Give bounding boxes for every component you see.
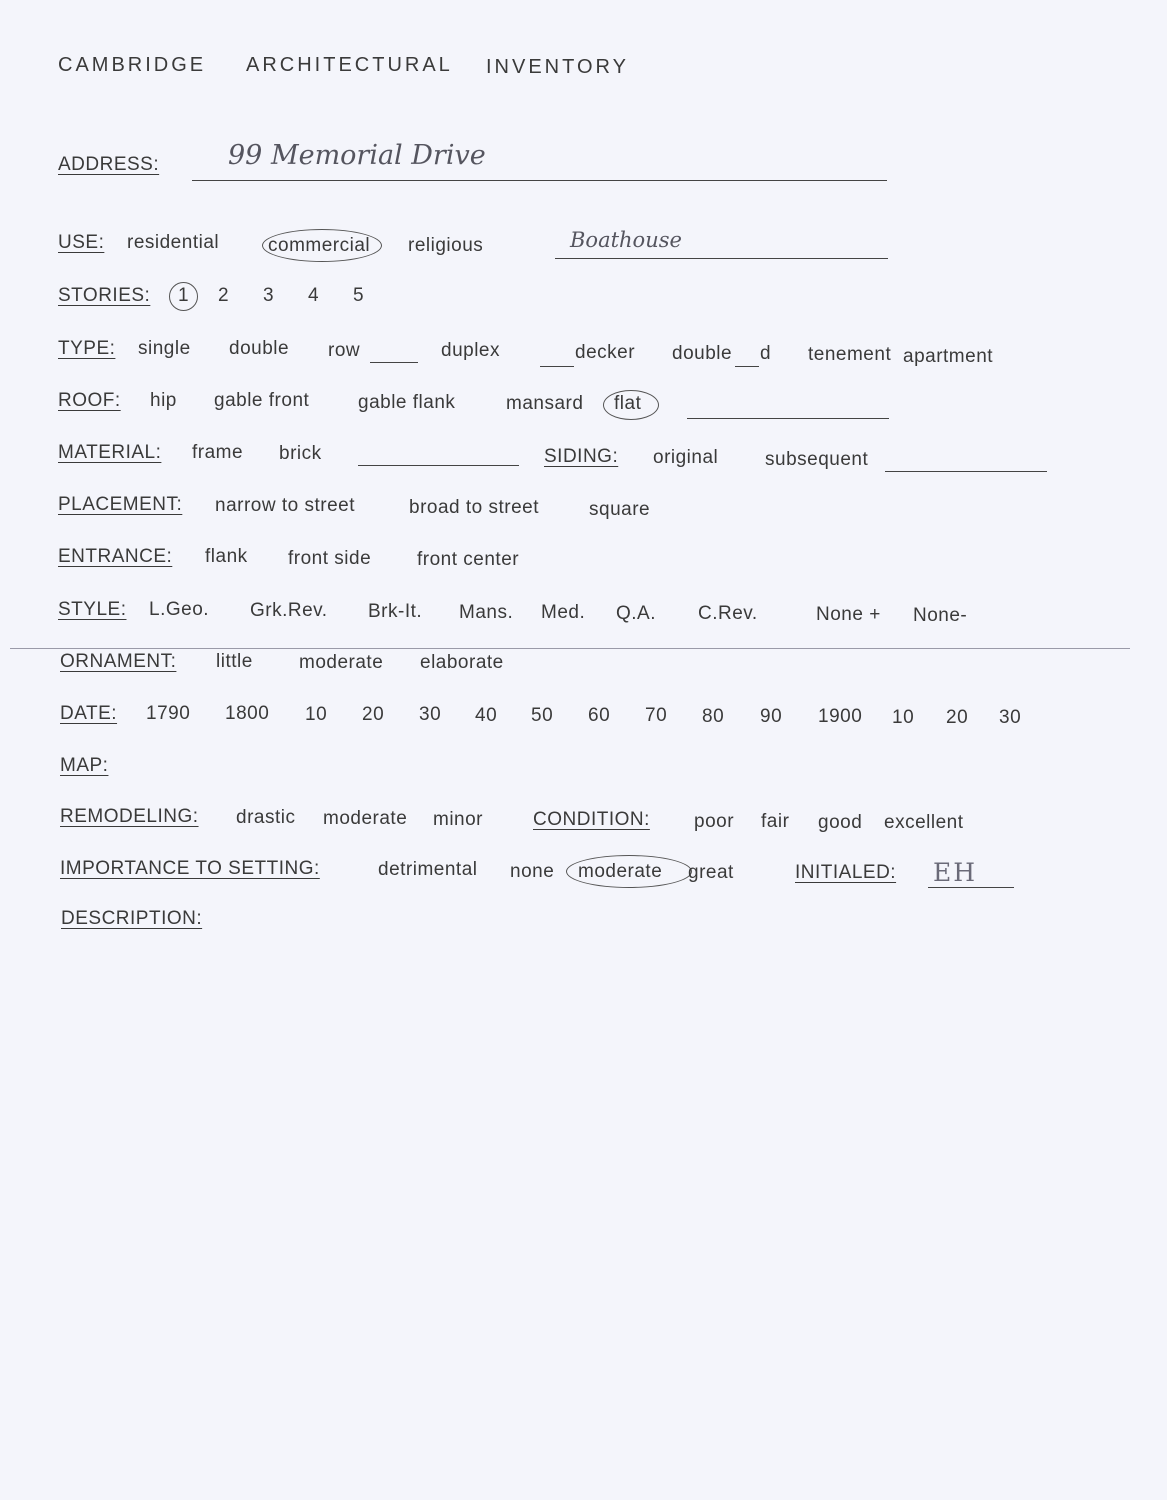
importance-selected-circle <box>566 855 692 888</box>
placement-option-square: square <box>589 499 651 520</box>
type-double-blank <box>735 366 759 367</box>
style-option-qa: Q.A. <box>616 603 657 624</box>
use-option-religious: religious <box>408 235 484 256</box>
material-label: MATERIAL: <box>58 442 162 463</box>
stories-option-2: 2 <box>218 285 230 306</box>
placement-option-narrow: narrow to street <box>215 495 355 516</box>
description-label: DESCRIPTION: <box>61 908 203 929</box>
importance-option-moderate: moderate <box>578 861 663 882</box>
ornament-option-little: little <box>216 651 253 672</box>
ornament-option-elaborate: elaborate <box>420 652 504 673</box>
material-option-frame: frame <box>192 442 244 463</box>
date-option-30: 30 <box>419 704 442 725</box>
roof-other-line <box>687 418 889 419</box>
address-label: ADDRESS: <box>58 154 160 175</box>
roof-option-flat: flat <box>614 393 642 414</box>
ornament-label: ORNAMENT: <box>60 651 177 672</box>
style-option-brkit: Brk-It. <box>368 601 423 622</box>
use-other-value: Boathouse <box>570 228 682 252</box>
remodeling-option-moderate: moderate <box>323 808 408 829</box>
placement-option-broad: broad to street <box>409 497 540 518</box>
style-option-crev: C.Rev. <box>698 603 758 624</box>
stories-option-4: 4 <box>308 285 320 306</box>
use-option-commercial: commercial <box>268 235 371 256</box>
title-word-1: CAMBRIDGE <box>58 54 207 76</box>
style-label: STYLE: <box>58 599 127 620</box>
stories-option-1: 1 <box>178 285 190 306</box>
initialed-label: INITIALED: <box>795 862 897 883</box>
style-option-med: Med. <box>541 602 586 623</box>
style-option-mans: Mans. <box>459 602 514 623</box>
siding-other-line <box>885 471 1047 472</box>
importance-option-none: none <box>510 861 555 882</box>
date-option-1920: 20 <box>946 707 969 728</box>
remodeling-label: REMODELING: <box>60 806 199 827</box>
use-other-line <box>555 258 888 259</box>
condition-option-excellent: excellent <box>884 812 964 833</box>
type-label: TYPE: <box>58 338 116 359</box>
condition-label: CONDITION: <box>533 809 650 830</box>
stories-option-5: 5 <box>353 285 365 306</box>
style-option-grkrev: Grk.Rev. <box>250 600 328 621</box>
type-option-duplex: duplex <box>441 340 500 361</box>
entrance-option-flank: flank <box>205 546 248 567</box>
date-option-60: 60 <box>588 705 611 726</box>
entrance-option-front-center: front center <box>417 549 520 570</box>
importance-label: IMPORTANCE TO SETTING: <box>60 858 320 879</box>
roof-option-mansard: mansard <box>506 393 584 414</box>
entrance-label: ENTRANCE: <box>58 546 173 567</box>
title-word-2: ARCHITECTURAL <box>246 54 453 76</box>
title-word-3: INVENTORY <box>486 56 629 78</box>
type-row-blank <box>370 362 418 363</box>
date-option-10: 10 <box>305 704 328 725</box>
roof-selected-circle <box>603 390 659 420</box>
style-option-none-plus: None + <box>816 604 881 625</box>
use-option-residential: residential <box>127 232 220 253</box>
type-decker-blank <box>540 366 574 367</box>
type-option-tenement: tenement <box>808 344 892 365</box>
importance-option-great: great <box>688 862 734 883</box>
material-option-brick: brick <box>279 443 322 464</box>
placement-label: PLACEMENT: <box>58 494 183 515</box>
material-other-line <box>358 465 519 466</box>
type-option-apartment: apartment <box>903 346 994 367</box>
type-option-row: row <box>328 340 361 361</box>
siding-option-original: original <box>653 447 719 468</box>
address-value: 99 Memorial Drive <box>228 140 486 171</box>
type-option-double-2: double <box>672 343 733 364</box>
date-option-1790: 1790 <box>146 703 191 724</box>
use-selected-circle <box>262 229 382 262</box>
condition-option-good: good <box>818 812 863 833</box>
date-option-20: 20 <box>362 704 385 725</box>
initialed-value: EH <box>933 858 978 887</box>
date-option-50: 50 <box>531 705 554 726</box>
stories-label: STORIES: <box>58 285 151 306</box>
importance-option-detrimental: detrimental <box>378 859 478 880</box>
date-label: DATE: <box>60 703 118 724</box>
condition-option-poor: poor <box>694 811 735 832</box>
roof-option-hip: hip <box>150 390 177 411</box>
remodeling-option-drastic: drastic <box>236 807 296 828</box>
style-option-lgeo: L.Geo. <box>149 599 210 620</box>
entrance-option-front-side: front side <box>288 548 372 569</box>
map-label: MAP: <box>60 755 109 776</box>
style-option-none-minus: None- <box>913 605 968 626</box>
roof-label: ROOF: <box>58 390 121 411</box>
use-label: USE: <box>58 232 105 253</box>
date-option-40: 40 <box>475 705 498 726</box>
siding-label: SIDING: <box>544 446 619 467</box>
date-option-70: 70 <box>645 705 668 726</box>
roof-option-gable-front: gable front <box>214 390 310 411</box>
remodeling-option-minor: minor <box>433 809 484 830</box>
type-option-decker: decker <box>575 342 636 363</box>
divider-rule <box>10 648 1130 649</box>
date-option-1900: 1900 <box>818 706 863 727</box>
condition-option-fair: fair <box>761 811 790 832</box>
type-option-single: single <box>138 338 191 359</box>
address-line <box>192 180 887 181</box>
type-option-d: d <box>760 343 772 364</box>
date-option-1930: 30 <box>999 707 1022 728</box>
type-option-double: double <box>229 338 290 359</box>
initialed-line <box>928 887 1014 888</box>
stories-selected-circle <box>169 282 198 311</box>
roof-option-gable-flank: gable flank <box>358 392 456 413</box>
date-option-80: 80 <box>702 706 725 727</box>
date-option-1800: 1800 <box>225 703 270 724</box>
stories-option-3: 3 <box>263 285 275 306</box>
date-option-1910: 10 <box>892 707 915 728</box>
siding-option-subsequent: subsequent <box>765 449 869 470</box>
date-option-90: 90 <box>760 706 783 727</box>
ornament-option-moderate: moderate <box>299 652 384 673</box>
